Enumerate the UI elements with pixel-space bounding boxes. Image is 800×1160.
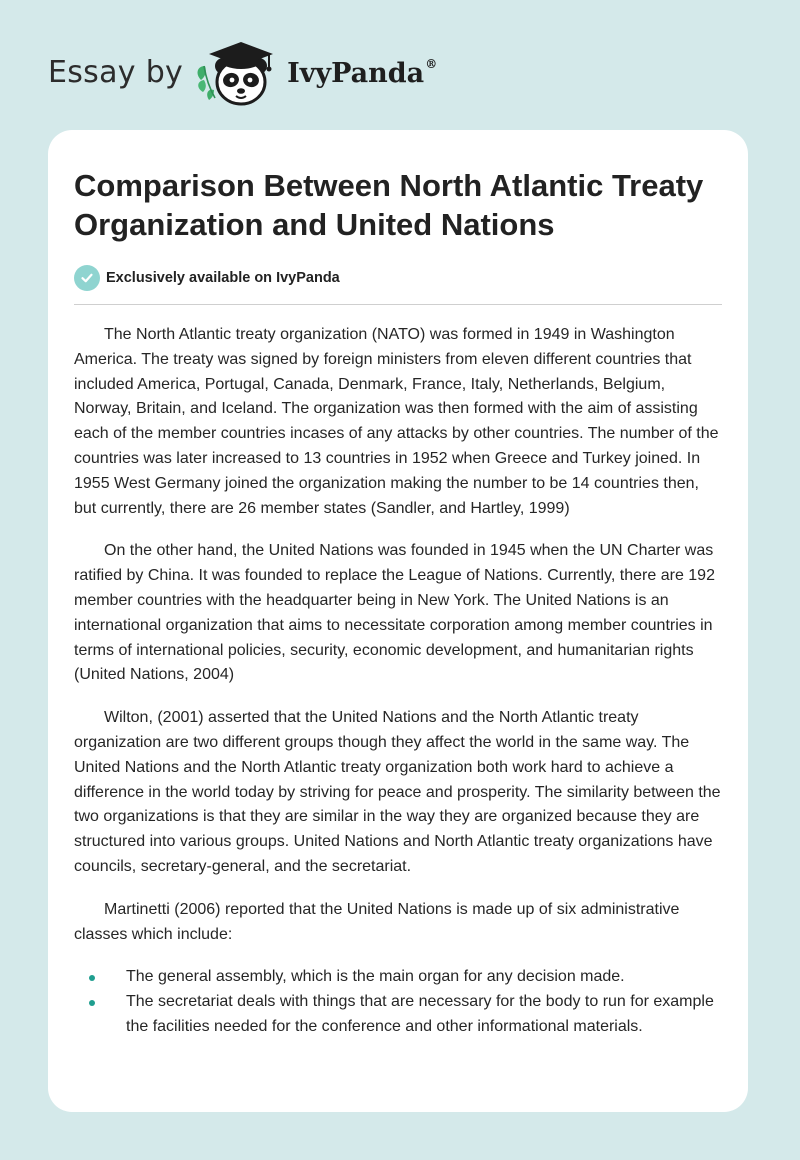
list-item: [74, 990, 722, 1040]
essay-body: [74, 323, 722, 1040]
panda-graduate-logo-icon[interactable]: [193, 36, 285, 108]
list-item: [74, 965, 722, 990]
essay-card: [48, 130, 748, 1112]
page-title: Comparison Between North Atlantic Treaty Organization and United Nations: [74, 168, 704, 242]
bullet-dot-icon: [89, 975, 95, 981]
list-item-text: The secretariat deals with things that are necessary for the body to run for example the facilities needed for the conference and other informational materials.: [126, 993, 714, 1035]
paragraph: Wilton, (2001) asserted that the United Nations and the North Atlantic treaty organization are two different groups though they affect the world in the same way. The United Nations and the North Atlantic treaty organization both work hard to achieve a difference in the world today by striving for peace and prosperity. The similarity between the two organizations is that they are similar in the way they are organized because they are structured into various groups. United Nations and North Atlantic treaty organizations have councils, secretary-general, and the secretariat.: [74, 709, 721, 875]
check-circle-icon: [74, 265, 100, 291]
exclusive-badge: [74, 264, 722, 292]
registered-mark: ®: [425, 57, 438, 71]
paragraph: The North Atlantic treaty organization (NATO) was formed in 1949 in Washington America. The treaty was signed by foreign ministers from eleven different countries that included America, Portugal, Canada, Denmark, France, Italy, Netherlands, Belgium, Norway, Britain, and Iceland. The organization was then formed with the aim of assisting each of the member countries incases of any attacks by other countries. The number of the countries was later increased to 13 countries in 1952 when Greece and Turkey joined. In 1955 West Germany joined the organization making the number to be 14 countries then, but currently, there are 26 member states (Sandler, and Hartley, 1999): [74, 326, 719, 517]
essay-by-label: Essay by: [48, 54, 184, 90]
list-item-text: The general assembly, which is the main organ for any decision made.: [126, 968, 625, 986]
paragraph: Martinetti (2006) reported that the United Nations is made up of six administrative classes which include:: [74, 900, 680, 943]
brand-name[interactable]: [287, 57, 437, 89]
bullet-dot-icon: [89, 1000, 95, 1006]
bullet-list: [74, 965, 722, 1039]
exclusive-badge-text: Exclusively available on IvyPanda: [106, 270, 340, 286]
paragraph: On the other hand, the United Nations was founded in 1945 when the UN Charter was ratified by China. It was founded to replace the League of Nations. Currently, there are 192 member countries with the headquarter being in New York. The United Nations is an international organization that aims to necessitate corporation among member countries in terms of international policies, security, economic development, and humanitarian rights (United Nations, 2004): [74, 542, 715, 684]
site-header: [48, 36, 437, 108]
brand-name-text: IvyPanda: [287, 58, 425, 89]
divider: [74, 304, 722, 305]
